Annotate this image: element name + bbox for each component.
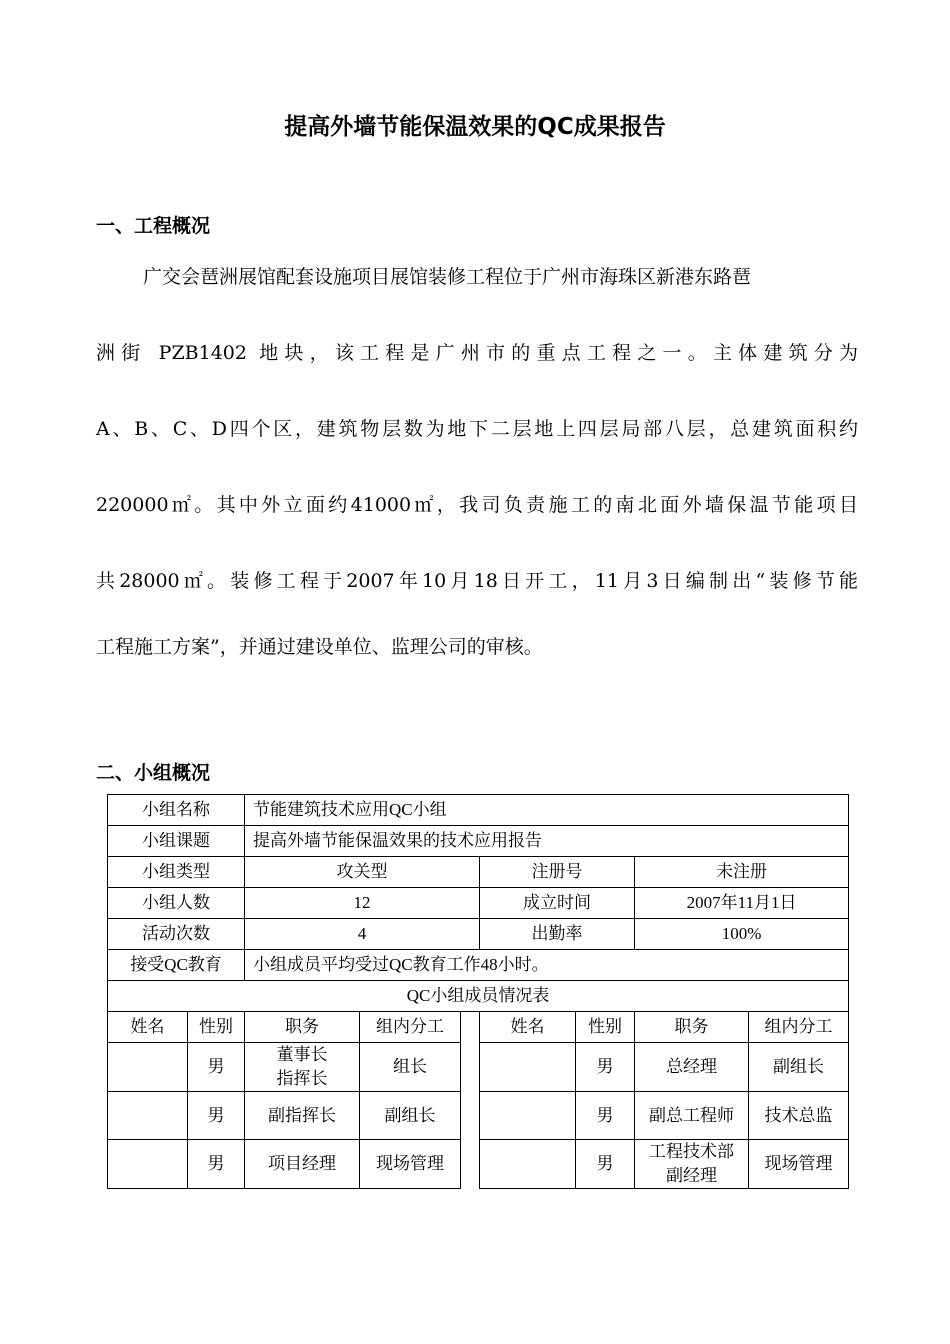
group-name-label: 小组名称 xyxy=(108,795,245,826)
member-gender: 男 xyxy=(576,1043,635,1092)
attendance-value: 100% xyxy=(635,919,849,950)
header-name: 姓名 xyxy=(480,1012,576,1043)
header-role: 组内分工 xyxy=(749,1012,849,1043)
section-heading-project-overview: 一、工程概况 xyxy=(96,215,211,237)
member-role: 现场管理 xyxy=(360,1140,461,1189)
founded-value: 2007年11月1日 xyxy=(635,888,849,919)
member-role: 副组长 xyxy=(360,1092,461,1140)
member-gender: 男 xyxy=(188,1140,245,1189)
member-position-line: 工程技术部 xyxy=(649,1142,734,1161)
member-name xyxy=(108,1092,188,1140)
member-gender: 男 xyxy=(188,1043,245,1092)
column-divider xyxy=(461,1012,480,1189)
member-name xyxy=(108,1140,188,1189)
table-row xyxy=(108,888,849,919)
member-position: 副指挥长 xyxy=(245,1092,360,1140)
member-role: 组长 xyxy=(360,1043,461,1092)
member-role: 技术总监 xyxy=(749,1092,849,1140)
registration-label: 注册号 xyxy=(480,857,635,888)
member-name xyxy=(108,1043,188,1092)
activity-count-label: 活动次数 xyxy=(108,919,245,950)
type-value: 攻关型 xyxy=(245,857,480,888)
paragraph-line: 220000㎡。其中外立面约41000㎡，我司负责施工的南北面外墙保温节能项目 xyxy=(96,494,858,516)
member-gender: 男 xyxy=(576,1140,635,1189)
member-count-label: 小组人数 xyxy=(108,888,245,919)
member-position xyxy=(245,1043,360,1092)
member-role: 副组长 xyxy=(749,1043,849,1092)
activity-count-value: 4 xyxy=(245,919,480,950)
table-header-row xyxy=(108,1012,849,1043)
header-gender: 性别 xyxy=(188,1012,245,1043)
member-role: 现场管理 xyxy=(749,1140,849,1189)
member-count-value: 12 xyxy=(245,888,480,919)
section-heading-group-overview: 二、小组概况 xyxy=(96,762,211,784)
paragraph-line: 洲街 PZB1402 地块，该工程是广州市的重点工程之一。主体建筑分为 xyxy=(96,342,858,364)
paragraph-line: 广交会琶洲展馆配套设施项目展馆装修工程位于广州市海珠区新港东路琶 xyxy=(143,266,752,288)
attendance-label: 出勤率 xyxy=(480,919,635,950)
member-gender: 男 xyxy=(576,1092,635,1140)
qc-education-value: 小组成员平均受过QC教育工作48小时。 xyxy=(245,950,849,981)
topic-label: 小组课题 xyxy=(108,826,245,857)
topic-value: 提高外墙节能保温效果的技术应用报告 xyxy=(245,826,849,857)
document-title: 提高外墙节能保温效果的QC成果报告 xyxy=(284,114,666,140)
members-table-title: QC小组成员情况表 xyxy=(108,981,849,1012)
paragraph-line: 工程施工方案”，并通过建设单位、监理公司的审核。 xyxy=(96,636,543,658)
header-role: 组内分工 xyxy=(360,1012,461,1043)
table-row xyxy=(108,981,849,1012)
table-row xyxy=(108,826,849,857)
table-row xyxy=(108,919,849,950)
member-position xyxy=(635,1140,749,1189)
member-gender: 男 xyxy=(188,1092,245,1140)
registration-value: 未注册 xyxy=(635,857,849,888)
header-position: 职务 xyxy=(635,1012,749,1043)
member-name xyxy=(480,1140,576,1189)
member-position-line: 副经理 xyxy=(666,1166,717,1185)
table-row xyxy=(108,950,849,981)
member-position: 项目经理 xyxy=(245,1140,360,1189)
header-name: 姓名 xyxy=(108,1012,188,1043)
member-position: 总经理 xyxy=(635,1043,749,1092)
table-row xyxy=(108,795,849,826)
group-name-value: 节能建筑技术应用QC小组 xyxy=(245,795,849,826)
paragraph-line: A、B、C、D四个区，建筑物层数为地下二层地上四层局部八层，总建筑面积约 xyxy=(96,418,858,440)
member-position-line: 指挥长 xyxy=(276,1069,328,1088)
member-name xyxy=(480,1043,576,1092)
qc-education-label: 接受QC教育 xyxy=(108,950,245,981)
founded-label: 成立时间 xyxy=(480,888,635,919)
header-gender: 性别 xyxy=(576,1012,635,1043)
member-name xyxy=(480,1092,576,1140)
group-info-table xyxy=(107,794,849,1189)
member-position: 副总工程师 xyxy=(635,1092,749,1140)
member-position-line: 董事长 xyxy=(276,1045,328,1064)
type-label: 小组类型 xyxy=(108,857,245,888)
table-row xyxy=(108,857,849,888)
paragraph-line: 共28000㎡。装修工程于2007年10月18日开工，11月3日编制出“装修节能 xyxy=(96,570,858,592)
header-position: 职务 xyxy=(245,1012,360,1043)
